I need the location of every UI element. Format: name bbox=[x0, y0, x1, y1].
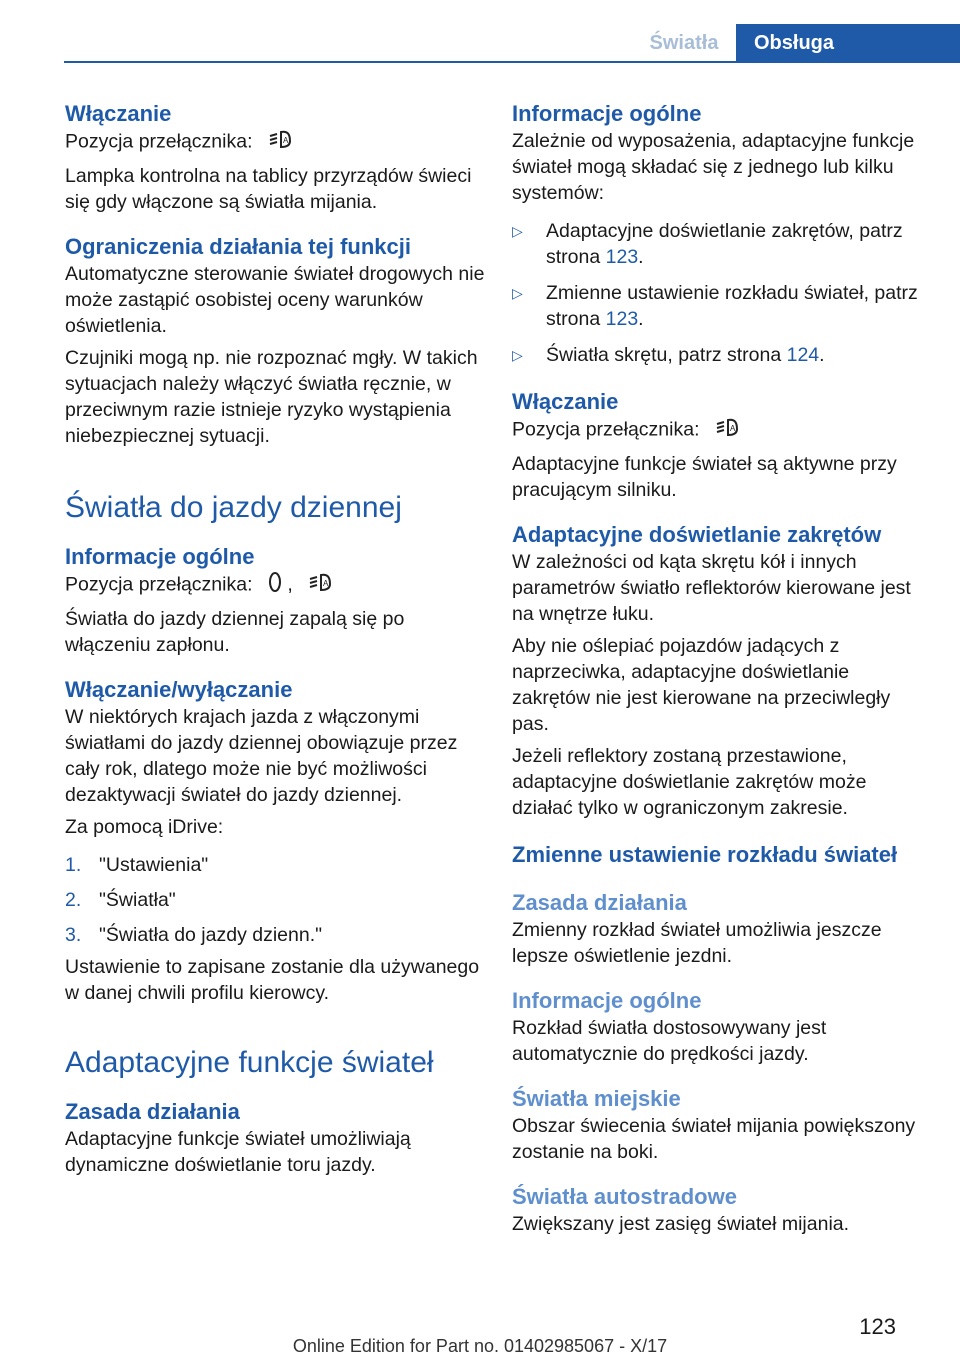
switch-position-label: Pozycja przełącznika: bbox=[65, 130, 253, 153]
heading-informacje-ogolne: Informacje ogólne bbox=[65, 544, 255, 569]
list-number: 1. bbox=[65, 854, 82, 876]
svg-text:A: A bbox=[729, 424, 736, 433]
list-text: Adaptacyjne doświetlanie zakrętów, patrz strona bbox=[546, 220, 903, 268]
paragraph: Aby nie oślepiać pojazdów jadących z naprzeciwka, adaptacyjne doświetlanie zakrętów nie jest kierowane na przeciwległy pas. bbox=[512, 635, 891, 735]
list-item: ▷ Światła skrętu, patrz strona 124. bbox=[512, 344, 825, 366]
heading-wlaczanie: Włączanie bbox=[65, 101, 172, 126]
heading-informacje-ogolne-2: Informacje ogólne bbox=[512, 988, 702, 1013]
paragraph: Ustawienie to zapisane zostanie dla używanego w danej chwili profilu kierowcy. bbox=[65, 956, 480, 1004]
paragraph: W niektórych krajach jazda z włączonymi światłami do jazdy dziennej obowiązuje przez cały rok, dlatego może nie być możliwości dezaktywacji świateł do jazdy dziennej. bbox=[65, 706, 458, 806]
list-text: Zmienne ustawienie rozkładu świateł, patrz strona bbox=[546, 282, 918, 330]
paragraph: Światła do jazdy dziennej zapalą się po włączeniu zapłonu. bbox=[65, 608, 405, 656]
heading-ograniczenia: Ograniczenia działania tej funkcji bbox=[65, 234, 411, 259]
heading-swiatla-dzienne: Światła do jazdy dziennej bbox=[65, 491, 402, 524]
switch-position-line bbox=[512, 416, 930, 445]
switch-position-label: Pozycja przełącznika: bbox=[65, 573, 253, 596]
triangle-right-icon: ▷ bbox=[512, 223, 523, 239]
heading-swiatla-autostradowe: Światła autostradowe bbox=[512, 1184, 737, 1209]
paragraph: Zmienny rozkład świateł umożliwia jeszcze lepsze oświetlenie jezdni. bbox=[512, 919, 882, 967]
header-section-tab: Światła bbox=[649, 31, 719, 54]
page-reference-link[interactable]: 123 bbox=[605, 246, 639, 268]
light-switch-auto-icon bbox=[715, 416, 741, 445]
switch-position-line bbox=[65, 128, 485, 157]
paragraph: Za pomocą iDrive: bbox=[65, 816, 224, 838]
right-column bbox=[512, 100, 930, 1237]
heading-wlaczanie-wylaczanie: Włączanie/wyłączanie bbox=[65, 677, 293, 702]
switch-position-line bbox=[65, 571, 485, 600]
list-item: ▷ Adaptacyjne doświetlanie zakrętów, patrz strona 123. bbox=[512, 220, 903, 268]
list-item: ▷ Zmienne ustawienie rozkładu świateł, patrz strona 123. bbox=[512, 282, 918, 330]
page-reference-link[interactable]: 123 bbox=[605, 308, 639, 330]
page-reference-link[interactable]: 124 bbox=[786, 344, 820, 366]
paragraph: Jeżeli reflektory zostaną przestawione, adaptacyjne doświetlanie zakrętów może działać tylko w ograniczonym zakresie. bbox=[512, 745, 867, 819]
list-item bbox=[65, 922, 485, 948]
triangle-right-icon: ▷ bbox=[512, 285, 523, 301]
light-switch-zero-icon bbox=[268, 571, 282, 600]
page-number: 123 bbox=[859, 1314, 896, 1339]
heading-adaptacyjne-funkcje: Adaptacyjne funkcje świateł bbox=[65, 1046, 434, 1079]
heading-informacje-ogolne: Informacje ogólne bbox=[512, 101, 702, 126]
switch-position-label: Pozycja przełącznika: bbox=[512, 418, 700, 441]
separator: , bbox=[287, 573, 293, 596]
list-text: "Światła do jazdy dzienn." bbox=[99, 924, 323, 946]
svg-text:A: A bbox=[323, 579, 329, 588]
list-item bbox=[65, 887, 485, 913]
list-text: Światła skrętu, patrz strona bbox=[546, 344, 782, 366]
paragraph: Automatyczne sterowanie świateł drogowych nie może zastąpić osobistej oceny warunków oświetlenia. bbox=[65, 263, 485, 337]
list-text: "Światła" bbox=[99, 889, 176, 911]
paragraph: Lampka kontrolna na tablicy przyrządów świeci się gdy włączone są światła mijania. bbox=[65, 165, 472, 213]
left-column bbox=[65, 100, 485, 1178]
triangle-right-icon: ▷ bbox=[512, 347, 523, 363]
paragraph: Zwiększany jest zasięg świateł mijania. bbox=[512, 1213, 850, 1235]
header-rule bbox=[64, 61, 960, 63]
paragraph: Rozkład światła dostosowywany jest automatycznie do prędkości jazdy. bbox=[512, 1017, 827, 1065]
light-switch-auto-icon bbox=[268, 128, 294, 157]
heading-adaptacyjne-doswietlanie: Adaptacyjne doświetlanie zakrętów bbox=[512, 522, 882, 547]
heading-zasada-dzialania: Zasada działania bbox=[512, 890, 687, 915]
list-item bbox=[65, 852, 485, 878]
paragraph: Adaptacyjne funkcje świateł umożliwiają dynamiczne doświetlanie toru jazdy. bbox=[65, 1128, 411, 1176]
paragraph: Zależnie od wyposażenia, adaptacyjne funkcje świateł mogą składać się z jednego lub kilku systemów: bbox=[512, 130, 915, 204]
heading-zmienne-ustawienie: Zmienne ustawienie rozkładu świateł bbox=[512, 842, 898, 867]
paragraph: Czujniki mogą np. nie rozpoznać mgły. W takich sytuacjach należy włączyć światła ręcznie, w przeciwnym razie istnieje ryzyko wystąpienia niebezpiecznej sytuacji. bbox=[65, 347, 478, 447]
svg-text:A: A bbox=[282, 136, 289, 145]
list-number: 3. bbox=[65, 924, 82, 946]
paragraph: Adaptacyjne funkcje świateł są aktywne przy pracującym silniku. bbox=[512, 453, 897, 501]
paragraph: Obszar świecenia świateł mijania powiększony zostanie na boki. bbox=[512, 1115, 916, 1163]
list-text: "Ustawienia" bbox=[99, 854, 209, 876]
paragraph: W zależności od kąta skrętu kół i innych parametrów światło reflektorów kierowane jest na wnętrze łuku. bbox=[512, 551, 911, 625]
header-chapter-tab: Obsługa bbox=[736, 24, 960, 62]
light-switch-auto-icon bbox=[308, 571, 334, 600]
heading-zasada-dzialania: Zasada działania bbox=[65, 1099, 240, 1124]
list-number: 2. bbox=[65, 889, 82, 911]
edition-footer: Online Edition for Part no. 01402985067 - X/17 bbox=[292, 1336, 668, 1356]
heading-swiatla-miejskie: Światła miejskie bbox=[512, 1086, 681, 1111]
heading-wlaczanie: Włączanie bbox=[512, 389, 619, 414]
